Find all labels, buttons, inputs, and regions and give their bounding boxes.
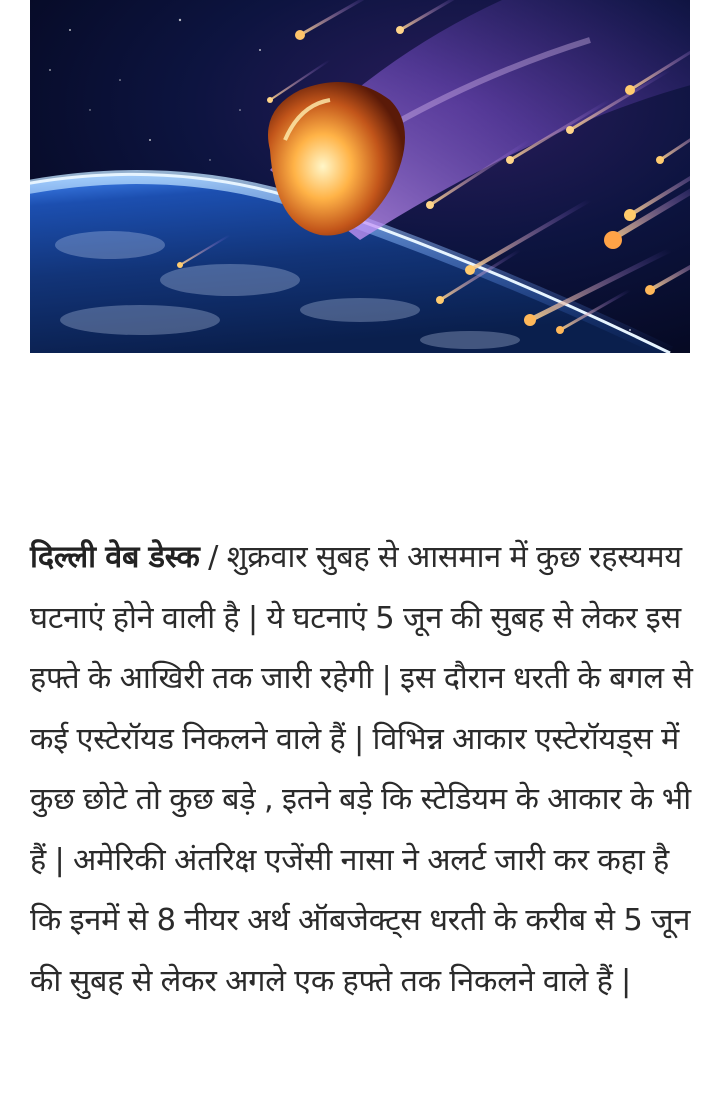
meteor-illustration [30,0,690,353]
byline-separator: / [199,540,227,575]
article-byline: दिल्ली वेब डेस्क [30,540,200,575]
article-body [30,528,700,1012]
article-text: शुक्रवार सुबह से आसमान में कुछ रहस्यमय घटनाएं होने वाली है | ये घटनाएं 5 जून की सुबह से लेकर इस हफ्ते के आखिरी तक जारी रहेगी | इस दौरान धरती के बगल से कई एस्टेरॉयड निकलने वाले हैं | विभिन्न आकार एस्टेरॉयड्स में कुछ छोटे तो कुछ बड़े , इतने बड़े कि स्टेडियम के आकार के भी हैं | अमेरिकी अंतरिक्ष एजेंसी नासा ने अलर्ट जारी कर कहा है कि इनमें से 8 नीयर अर्थ ऑबजेक्ट्स धरती के करीब से 5 जून की सुबह से लेकर अगले एक हफ्ते तक निकलने वाले हैं | [30,540,693,999]
meteor-hero-image [30,0,690,353]
